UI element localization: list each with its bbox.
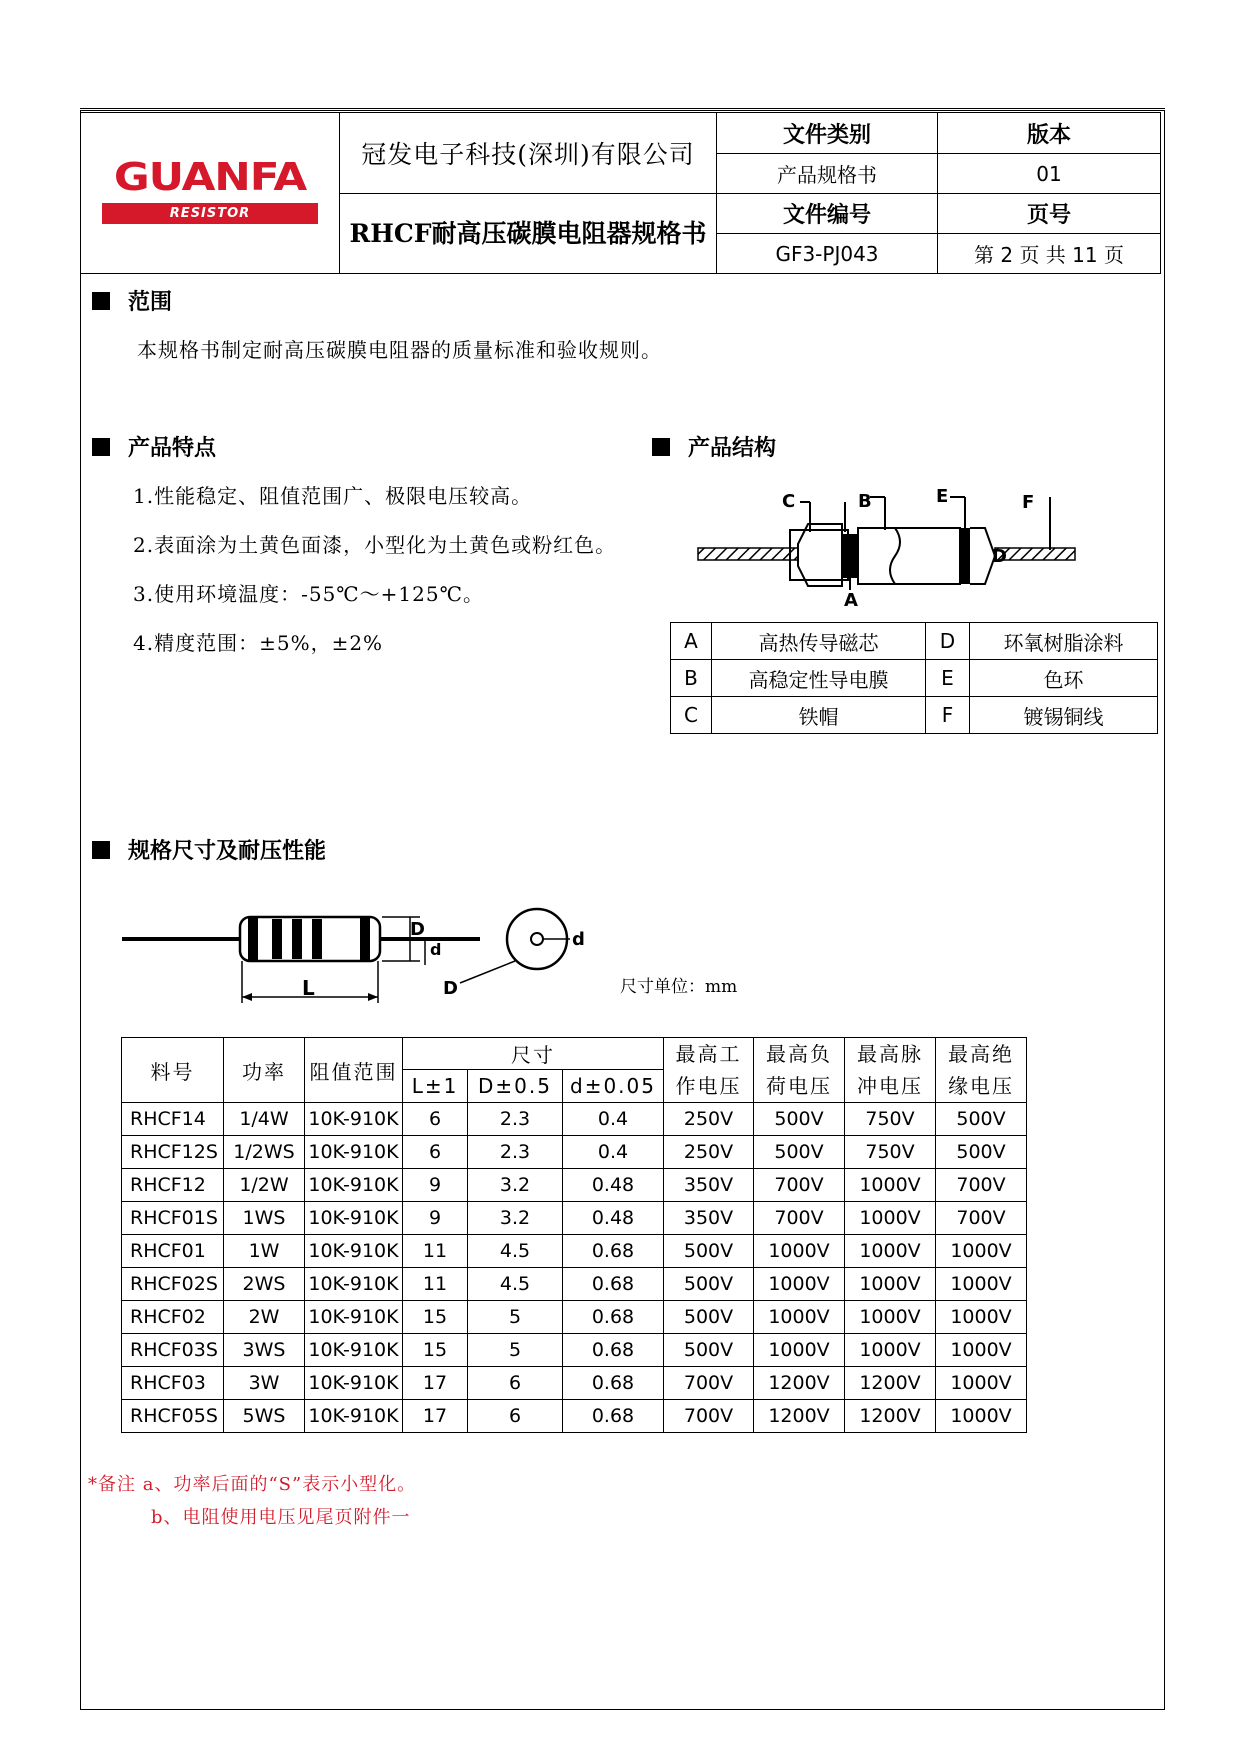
table-cell: 6 (403, 1136, 468, 1169)
product-structure-diagram (690, 482, 1090, 607)
dim-label-d-upper: D (410, 919, 425, 940)
page-total: 11 (1072, 243, 1098, 267)
structure-heading-text: 产品结构 (688, 435, 777, 461)
table-cell: 500V (936, 1103, 1027, 1136)
table-cell: 3W (224, 1367, 305, 1400)
structure-heading (652, 431, 776, 462)
table-cell: 0.48 (563, 1202, 664, 1235)
table-cell: 3.2 (468, 1169, 563, 1202)
table-cell: 2W (224, 1301, 305, 1334)
col-max-pulse (845, 1038, 936, 1103)
page-current: 2 (1000, 243, 1014, 267)
part-key: F (926, 697, 970, 734)
col-d-upper: D±0.5 (468, 1069, 563, 1102)
part-desc: 环氧树脂涂料 (970, 623, 1158, 660)
table-cell: 17 (403, 1367, 468, 1400)
table-cell: 1000V (754, 1235, 845, 1268)
dimensions-heading (92, 834, 326, 865)
table-cell: 1000V (754, 1268, 845, 1301)
diagram-label-e: E (936, 486, 949, 507)
table-cell: 500V (664, 1334, 754, 1367)
table-cell: 1W (224, 1235, 305, 1268)
table-cell: 10K-910K (305, 1169, 403, 1202)
table-cell: 1000V (845, 1334, 936, 1367)
table-cell: 5 (468, 1301, 563, 1334)
col-max-load-line2: 荷电压 (766, 1074, 832, 1098)
dim-label-D-end: D (443, 978, 458, 999)
table-row (122, 1301, 1027, 1334)
table-cell: 2.3 (468, 1103, 563, 1136)
col-max-work-line2: 作电压 (675, 1074, 742, 1098)
table-cell: 0.68 (563, 1367, 664, 1400)
table-row (122, 1268, 1027, 1301)
table-cell: 0.68 (563, 1268, 664, 1301)
col-max-pulse-line2: 冲电压 (857, 1074, 923, 1098)
logo-cell (81, 113, 340, 274)
table-cell: 700V (754, 1169, 845, 1202)
table-cell: 1000V (845, 1268, 936, 1301)
scope-heading-text: 范围 (128, 289, 173, 315)
bullet-square-icon (652, 438, 670, 456)
table-cell: 1000V (936, 1334, 1027, 1367)
table-cell: RHCF01S (122, 1202, 224, 1235)
table-cell: RHCF14 (122, 1103, 224, 1136)
doc-title-cell (340, 194, 717, 274)
table-cell: 15 (403, 1301, 468, 1334)
diagram-label-c: C (782, 491, 796, 512)
table-cell: 10K-910K (305, 1400, 403, 1433)
table-cell: 0.68 (563, 1301, 664, 1334)
table-cell: 250V (664, 1103, 754, 1136)
table-cell: 10K-910K (305, 1334, 403, 1367)
spec-table-body (122, 1103, 1027, 1433)
table-cell: 350V (664, 1202, 754, 1235)
part-desc: 铁帽 (712, 697, 926, 734)
spec-table (121, 1037, 1027, 1433)
table-row (122, 1400, 1027, 1433)
part-desc: 镀锡铜线 (970, 697, 1158, 734)
part-key: D (926, 623, 970, 660)
table-cell: 2.3 (468, 1136, 563, 1169)
table-cell: 6 (403, 1103, 468, 1136)
table-cell: 10K-910K (305, 1301, 403, 1334)
note-line-2: b、电阻使用电压见尾页附件一 (151, 1507, 411, 1528)
table-cell: RHCF12S (122, 1136, 224, 1169)
table-cell: 5 (468, 1334, 563, 1367)
col-max-ins-line2: 缘电压 (948, 1074, 1014, 1098)
col-max-pulse-line1: 最高脉 (857, 1042, 923, 1066)
table-row (122, 1169, 1027, 1202)
dimensions-heading-text: 规格尺寸及耐压性能 (128, 838, 327, 864)
table-row (671, 697, 1158, 734)
guanfa-logo (102, 155, 318, 225)
table-cell: 1000V (936, 1400, 1027, 1433)
table-cell: 750V (845, 1103, 936, 1136)
table-cell: RHCF05S (122, 1400, 224, 1433)
table-cell: 0.68 (563, 1235, 664, 1268)
page-suffix: 页 (1103, 243, 1124, 267)
table-cell: RHCF03S (122, 1334, 224, 1367)
table-cell: 11 (403, 1268, 468, 1301)
col-max-ins (936, 1038, 1027, 1103)
col-max-work-line1: 最高工 (675, 1042, 742, 1066)
table-cell: RHCF02S (122, 1268, 224, 1301)
col-d-lower: d±0.05 (563, 1069, 664, 1102)
table-row (671, 623, 1158, 660)
document-header (80, 112, 1161, 274)
page-prefix: 第 (974, 243, 994, 267)
table-cell: 11 (403, 1235, 468, 1268)
table-cell: 500V (936, 1136, 1027, 1169)
table-cell: RHCF02 (122, 1301, 224, 1334)
table-cell: 9 (403, 1202, 468, 1235)
file-no-label: 文件编号 (717, 194, 938, 234)
table-cell: RHCF01 (122, 1235, 224, 1268)
feature-item: 1.性能稳定、阻值范围广、极限电压较高。 (133, 484, 533, 508)
table-cell: 750V (845, 1136, 936, 1169)
table-cell: 15 (403, 1334, 468, 1367)
table-cell: 10K-910K (305, 1103, 403, 1136)
page-label: 页号 (938, 194, 1161, 234)
table-row (122, 1136, 1027, 1169)
table-cell: 1000V (754, 1301, 845, 1334)
table-cell: 1WS (224, 1202, 305, 1235)
version-value: 01 (938, 154, 1161, 194)
table-cell: 1000V (936, 1301, 1027, 1334)
feature-item: 4.精度范围：±5%，±2% (133, 631, 384, 655)
table-cell: 9 (403, 1169, 468, 1202)
table-cell: 17 (403, 1400, 468, 1433)
note-line-1: *备注 a、功率后面的“S”表示小型化。 (88, 1474, 417, 1495)
col-range: 阻值范围 (305, 1038, 403, 1103)
part-desc: 高热传导磁芯 (712, 623, 926, 660)
file-no-value: GF3-PJ043 (717, 234, 938, 274)
table-row (122, 1235, 1027, 1268)
table-cell: 2WS (224, 1268, 305, 1301)
diagram-label-b: B (858, 491, 872, 512)
top-rule (80, 108, 1165, 109)
dim-label-d-lower: d (430, 940, 442, 959)
table-cell: 1000V (754, 1334, 845, 1367)
features-heading-text: 产品特点 (128, 435, 217, 461)
bullet-square-icon (92, 841, 110, 859)
table-cell: 350V (664, 1169, 754, 1202)
col-l: L±1 (403, 1069, 468, 1102)
company-name-cell (340, 113, 717, 194)
table-cell: 0.68 (563, 1400, 664, 1433)
table-cell: 1000V (936, 1367, 1027, 1400)
table-cell: 4.5 (468, 1235, 563, 1268)
col-part-no: 料号 (122, 1038, 224, 1103)
table-cell: 1000V (845, 1235, 936, 1268)
table-cell: 1200V (845, 1367, 936, 1400)
table-cell: 500V (664, 1235, 754, 1268)
table-row (122, 1367, 1027, 1400)
col-max-ins-line1: 最高绝 (948, 1042, 1014, 1066)
table-cell: 700V (664, 1367, 754, 1400)
structure-parts-table (670, 622, 1158, 734)
table-cell: 4.5 (468, 1268, 563, 1301)
part-key: E (926, 660, 970, 697)
table-cell: 1/2W (224, 1169, 305, 1202)
col-size: 尺寸 (403, 1038, 664, 1070)
part-desc: 高稳定性导电膜 (712, 660, 926, 697)
table-cell: 3.2 (468, 1202, 563, 1235)
bullet-square-icon (92, 438, 110, 456)
table-cell: 700V (936, 1202, 1027, 1235)
file-type-label: 文件类别 (717, 113, 938, 154)
table-cell: 0.4 (563, 1103, 664, 1136)
page-mid: 页 共 (1019, 243, 1066, 267)
version-label: 版本 (938, 113, 1161, 154)
unit-note: 尺寸单位：mm (620, 977, 738, 997)
table-row (122, 1334, 1027, 1367)
table-cell: 0.68 (563, 1334, 664, 1367)
dim-label-l: L (302, 976, 315, 1000)
col-power: 功率 (224, 1038, 305, 1103)
table-cell: 10K-910K (305, 1202, 403, 1235)
table-cell: 1000V (845, 1202, 936, 1235)
table-cell: 1200V (754, 1367, 845, 1400)
table-cell: 10K-910K (305, 1235, 403, 1268)
scope-heading (92, 285, 172, 316)
logo-subtitle: RESISTOR (102, 203, 318, 224)
table-cell: 500V (664, 1268, 754, 1301)
table-cell: 10K-910K (305, 1367, 403, 1400)
logo-wordmark: GUANFA (113, 155, 307, 199)
table-cell: 5WS (224, 1400, 305, 1433)
table-cell: 500V (664, 1301, 754, 1334)
table-cell: 500V (754, 1103, 845, 1136)
col-max-work (664, 1038, 754, 1103)
table-cell: 10K-910K (305, 1268, 403, 1301)
table-cell: 1200V (845, 1400, 936, 1433)
table-cell: 1000V (845, 1169, 936, 1202)
table-cell: RHCF03 (122, 1367, 224, 1400)
company-name: 冠发电子科技(深圳)有限公司 (361, 140, 695, 169)
table-cell: 1000V (936, 1268, 1027, 1301)
part-key: A (671, 623, 712, 660)
table-row (122, 1202, 1027, 1235)
file-type-value: 产品规格书 (717, 154, 938, 194)
table-cell: 6 (468, 1400, 563, 1433)
table-cell: 0.4 (563, 1136, 664, 1169)
table-cell: 6 (468, 1367, 563, 1400)
document-title: RHCF耐高压碳膜电阻器规格书 (349, 219, 707, 248)
table-cell: 1200V (754, 1400, 845, 1433)
features-heading (92, 431, 216, 462)
table-row (122, 1103, 1027, 1136)
feature-item: 3.使用环境温度：-55℃～+125℃。 (133, 582, 484, 606)
table-cell: 3WS (224, 1334, 305, 1367)
part-desc: 色环 (970, 660, 1158, 697)
table-cell: 10K-910K (305, 1136, 403, 1169)
col-max-load (754, 1038, 845, 1103)
table-cell: 1/2WS (224, 1136, 305, 1169)
diagram-label-f: F (1022, 492, 1035, 513)
part-key: C (671, 697, 712, 734)
bullet-square-icon (92, 292, 110, 310)
table-cell: 700V (754, 1202, 845, 1235)
table-cell: 700V (664, 1400, 754, 1433)
table-cell: 250V (664, 1136, 754, 1169)
dim-label-d-end: d (572, 929, 585, 950)
diagram-label-d: D (992, 546, 1007, 567)
feature-item: 2.表面涂为土黄色面漆，小型化为土黄色或粉红色。 (133, 533, 617, 557)
table-cell: RHCF12 (122, 1169, 224, 1202)
col-max-load-line1: 最高负 (766, 1042, 832, 1066)
diagram-label-a: A (844, 590, 858, 607)
table-cell: 1000V (936, 1235, 1027, 1268)
table-cell: 0.48 (563, 1169, 664, 1202)
page-info (938, 234, 1161, 274)
part-key: B (671, 660, 712, 697)
scope-text: 本规格书制定耐高压碳膜电阻器的质量标准和验收规则。 (137, 338, 662, 362)
table-row (671, 660, 1158, 697)
table-cell: 700V (936, 1169, 1027, 1202)
dimension-diagram (120, 905, 600, 1015)
table-cell: 1000V (845, 1301, 936, 1334)
table-cell: 500V (754, 1136, 845, 1169)
table-cell: 1/4W (224, 1103, 305, 1136)
